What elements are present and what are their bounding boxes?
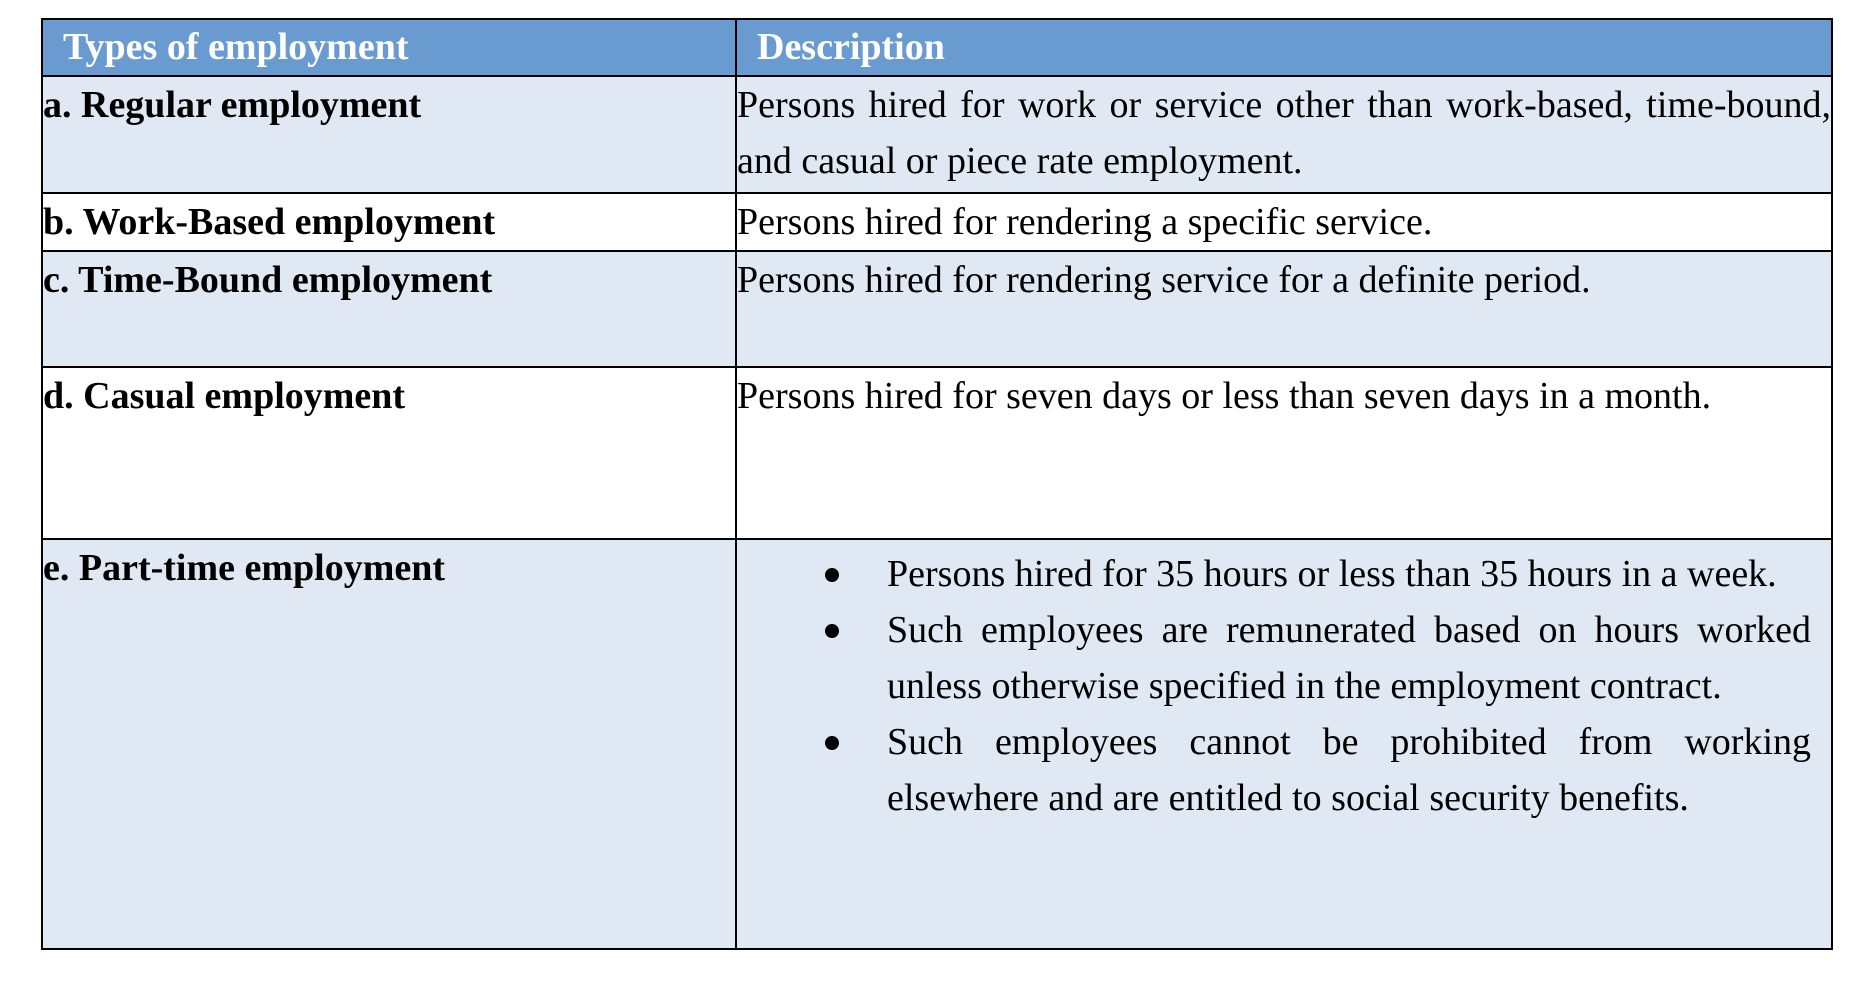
table-row-time-bound — [42, 251, 1832, 367]
bullet-icon — [825, 568, 839, 582]
bullet-item — [737, 602, 1811, 714]
type-cell: d. Casual employment — [42, 367, 736, 539]
description-cell: Persons hired for work or service other than work-based, time-bound, and casual or piece rate employment. — [736, 76, 1832, 193]
bullet-icon — [825, 624, 839, 638]
table-row-casual — [42, 367, 1832, 539]
employment-types-table — [41, 18, 1833, 950]
type-cell: a. Regular employment — [42, 76, 736, 193]
header-description: Description — [736, 19, 1832, 76]
bullet-text: Persons hired for 35 hours or less than 35 hours in a week. — [887, 553, 1777, 595]
description-cell: Persons hired for rendering service for a definite period. — [736, 251, 1832, 367]
header-types-of-employment: Types of employment — [42, 19, 736, 76]
table-row-work-based — [42, 193, 1832, 251]
table-row-regular — [42, 76, 1832, 193]
bullet-item — [737, 546, 1811, 602]
type-cell: e. Part-time employment — [42, 539, 736, 949]
type-cell: b. Work-Based employment — [42, 193, 736, 251]
description-cell: Persons hired for seven days or less than seven days in a month. — [736, 367, 1832, 539]
bullet-icon — [825, 736, 839, 750]
table-row-part-time — [42, 539, 1832, 949]
description-cell: Persons hired for rendering a specific service. — [736, 193, 1832, 251]
bullet-text: Such employees cannot be prohibited from working elsewhere and are entitled to social security benefits. — [887, 721, 1811, 819]
part-time-bullet-list — [737, 540, 1811, 832]
type-cell: c. Time-Bound employment — [42, 251, 736, 367]
bullet-text: Such employees are remunerated based on hours worked unless otherwise specified in the employment contract. — [887, 609, 1811, 707]
bullet-item — [737, 714, 1811, 826]
description-cell — [736, 539, 1832, 949]
table-header-row — [42, 19, 1832, 76]
